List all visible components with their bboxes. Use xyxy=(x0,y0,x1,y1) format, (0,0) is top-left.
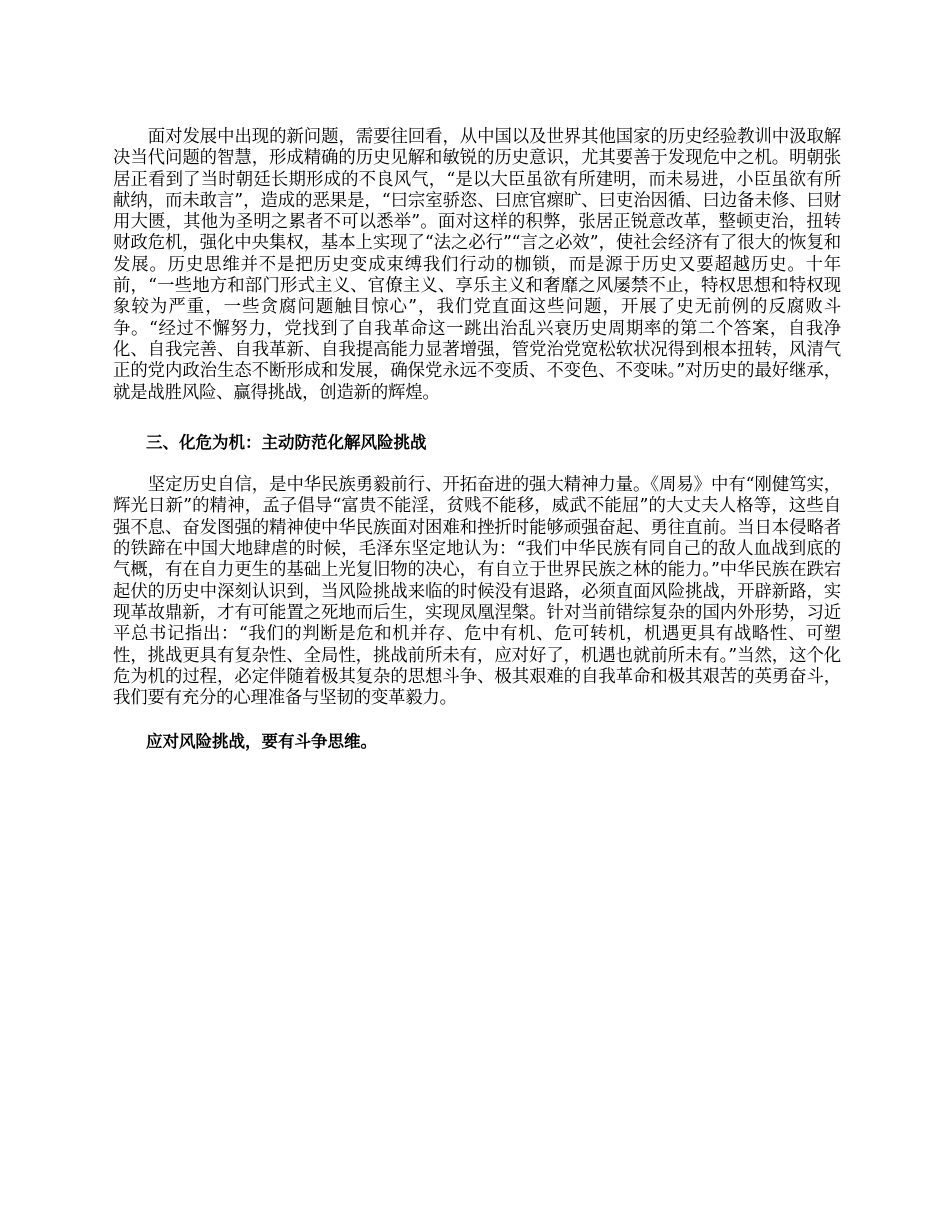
body-paragraph: 面对发展中出现的新问题，需要往回看，从中国以及世界其他国家的历史经验教训中汲取解决当代问题的智慧，形成精确的历史见解和敏锐的历史意识，尤其要善于发现危中之机。明朝张居正看到了当时朝廷长期形成的不良风气，“是以大臣虽欲有所建明，而未易进，小臣虽欲有所献纳，而未敢言”，造成的恶果是，“曰宗室骄恣、曰庶官瘝旷、曰吏治因循、曰边备未修、曰财用大匮，其他为圣明之累者不可以悉举”。面对这样的积弊，张居正锐意改革，整顿吏治，扭转财政危机，强化中央集权，基本上实现了“法之必行”“言之必效”，使社会经济有了很大的恢复和发展。历史思维并不是把历史变成束缚我们行动的枷锁，而是源于历史又要超越历史。十年前，“一些地方和部门形式主义、官僚主义、享乐主义和奢靡之风屡禁不止，特权思想和特权现象较为严重，一些贪腐问题触目惊心”，我们党直面这些问题，开展了史无前例的反腐败斗争。“经过不懈努力，党找到了自我革命这一跳出治乱兴衰历史周期率的第二个答案，自我净化、自我完善、自我革新、自我提高能力显著增强，管党治党宽松软状况得到根本扭转，风清气正的党内政治生态不断形成和发展，确保党永远不变质、不变色、不变味。”对历史的最好继承，就是战胜风险、赢得挑战，创造新的辉煌。 xyxy=(113,127,841,403)
document-page xyxy=(113,127,841,753)
bold-lead-sentence: 应对风险挑战，要有斗争思维。 xyxy=(146,732,377,752)
section-heading: 三、化危为机：主动防范化解风险挑战 xyxy=(146,432,427,452)
body-paragraph: 坚定历史自信，是中华民族勇毅前行、开拓奋进的强大精神力量。《周易》中有“刚健笃实，辉光日新”的精神，孟子倡导“富贵不能淫，贫贱不能移，威武不能屈”的大丈夫人格等，这些自强不息、奋发图强的精神使中华民族面对困难和挫折时能够顽强奋起、勇往直前。当日本侵略者的铁蹄在中国大地肆虐的时候，毛泽东坚定地认为：“我们中华民族有同自己的敌人血战到底的气概，有在自力更生的基础上光复旧物的决心，有自立于世界民族之林的能力。”中华民族在跌宕起伏的历史中深刻认识到，当风险挑战来临的时候没有退路，必须直面风险挑战，开辟新路，实现革故鼎新，才有可能置之死地而后生，实现凤凰涅槃。针对当前错综复杂的国内外形势，习近平总书记指出：“我们的判断是危和机并存、危中有机、危可转机，机遇更具有战略性、可塑性，挑战更具有复杂性、全局性，挑战前所未有，应对好了，机遇也就前所未有。”当然，这个化危为机的过程，必定伴随着极其复杂的思想斗争、极其艰难的自我革命和极其艰苦的英勇奋斗，我们要有充分的心理准备与坚韧的变革毅力。 xyxy=(113,475,841,709)
